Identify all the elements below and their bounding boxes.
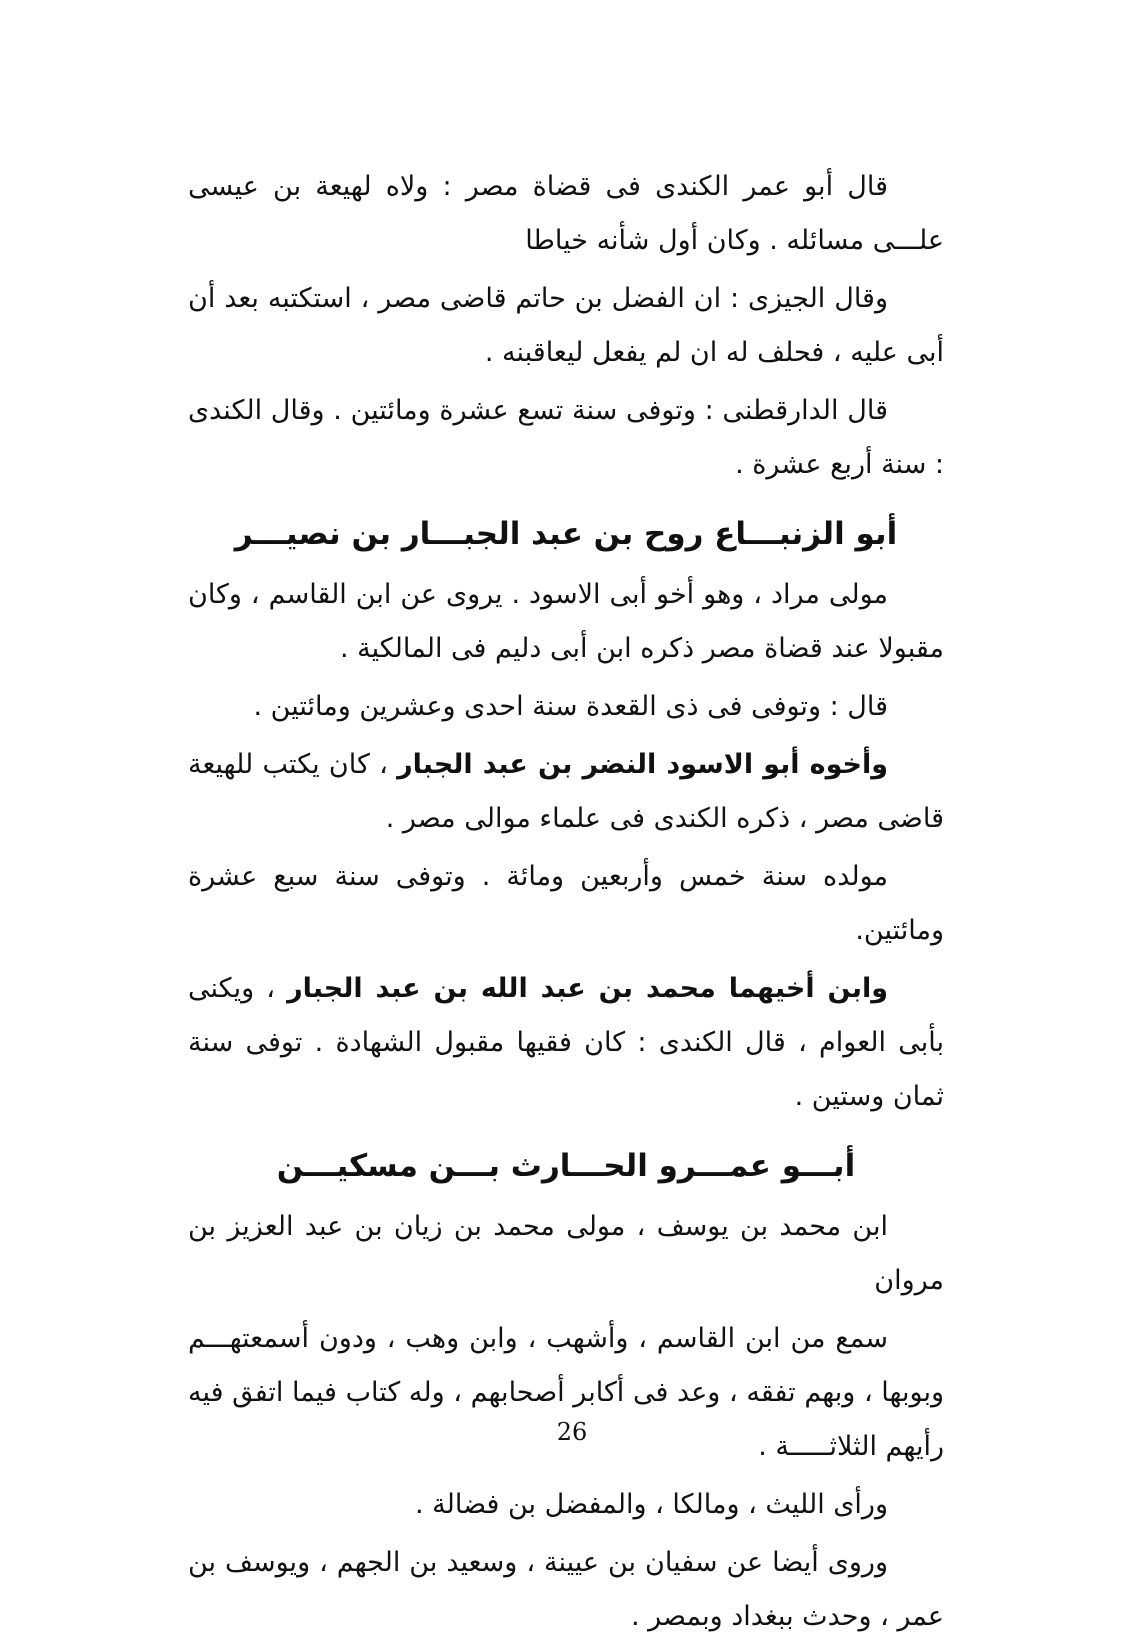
paragraph-lineage: ابن محمد بن يوسف ، مولى محمد بن زيان بن عبد العزيز بن مروان [188,1211,944,1296]
name-abu-al-aswad: وأخوه أبو الاسود النضر بن عبد الجبار [397,749,888,780]
paragraph-teachers: سمع من ابن القاسم ، وأشهب ، وابن وهب ، ودون أسمعتهـــم وبوبها ، وبهم تفقه ، وعد فى أكابر أصحابهم ، وله كتاب فيما اتفق فيه رأيهم الثلاثـــــة . [188,1323,944,1462]
paragraph-kindi-quote: قال أبو عمر الكندى فى قضاة مصر : ولاه لهيعة بن عيسى علـــى مسائله . وكان أول شأنه خياطا [188,171,944,256]
paragraph-jizi-quote: وقال الجيزى : ان الفضل بن حاتم قاضى مصر ، استكتبه بعد أن أبى عليه ، فحلف له ان لم يفعل ليعاقبنه . [188,283,944,368]
heading-abu-amr-al-harith: أبـــو عمـــرو الحـــارث بـــن مسكيـــن [276,1148,856,1184]
paragraph-narrated: وروى أيضا عن سفيان بن عيينة ، وسعيد بن الجهم ، ويوسف بن عمر ، وحدث ببغداد وبمصر . [188,1547,944,1632]
paragraph-brother-rest: ، كان يكتب للهيعة قاضى مصر ، ذكره الكندى فى علماء موالى مصر . [188,749,944,834]
paragraph-birth-death: مولده سنة خمس وأربعين ومائة . وتوفى سنة سبع عشرة ومائتين. [188,861,944,946]
page-number: 26 [556,1418,588,1446]
name-muhammad-ibn-abdallah: وابن أخيهما محمد بن عبد الله بن عبد الجبار [287,973,888,1004]
paragraph-nephew-muhammad [188,962,944,1124]
paragraph-death-dhul-qada: قال : وتوفى فى ذى القعدة سنة احدى وعشرين ومائتين . [253,691,888,722]
paragraph-nephew-rest: ، ويكنى بأبى العوام ، قال الكندى : كان فقيها مقبول الشهادة . توفى سنة ثمان وستين . [188,973,944,1112]
paragraph-saw-layth: ورأى الليث ، ومالكا ، والمفضل بن فضالة . [414,1489,888,1520]
heading-abu-al-zinba: أبو الزنبـــاع روح بن عبد الجبـــار بن نصيـــر [234,516,898,552]
paragraph-daraqutni-quote: قال الدارقطنى : وتوفى سنة تسع عشرة ومائتين . وقال الكندى : سنة أربع عشرة . [188,395,944,480]
paragraph-brother-abu-al-aswad [188,738,944,846]
paragraph-mawla-murad: مولى مراد ، وهو أخو أبى الاسود . يروى عن ابن القاسم ، وكان مقبولا عند قضاة مصر ذكره ابن أبى دليم فى المالكية . [188,579,944,664]
